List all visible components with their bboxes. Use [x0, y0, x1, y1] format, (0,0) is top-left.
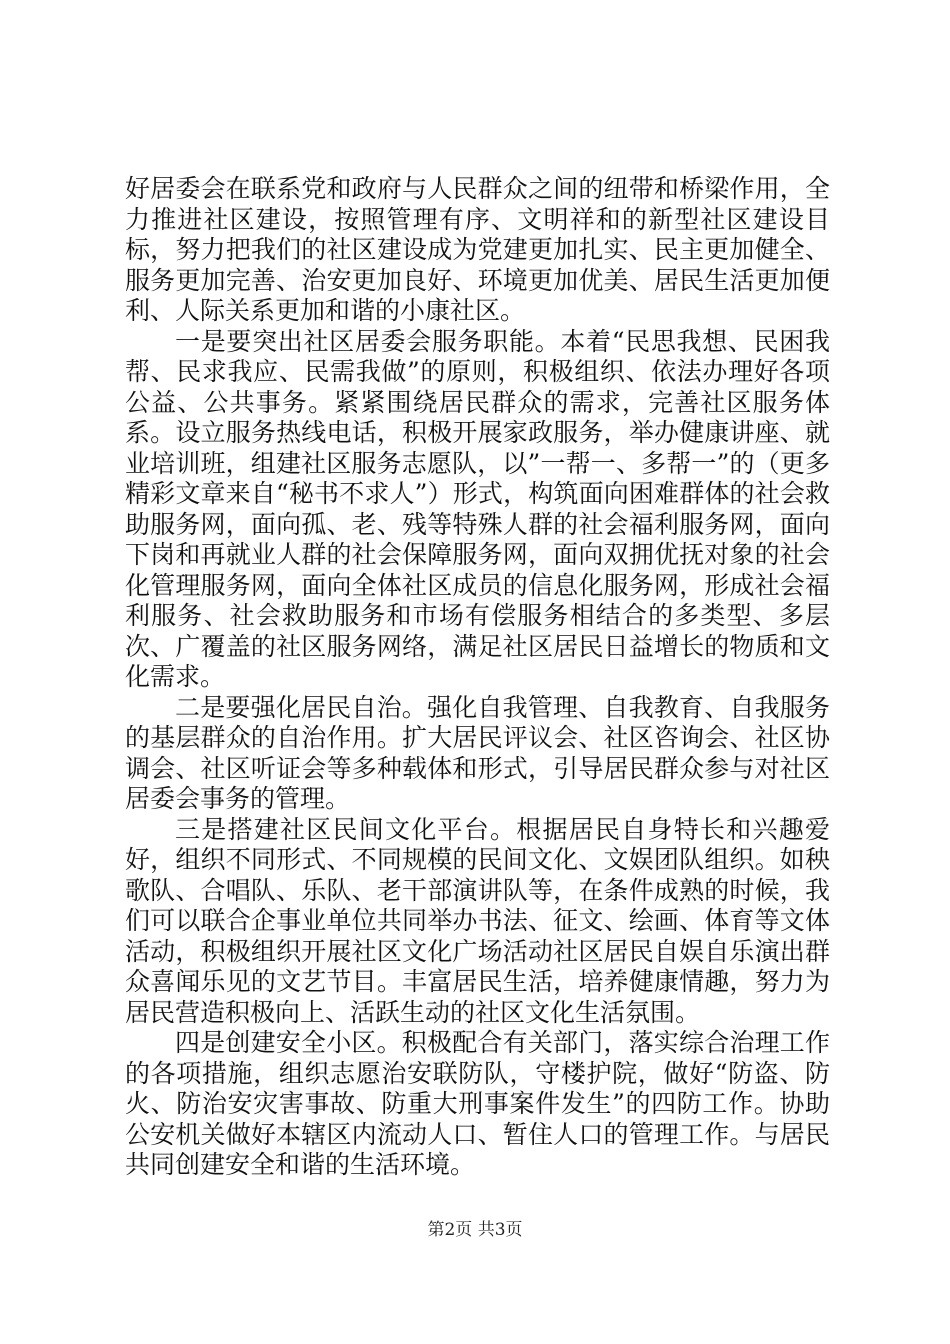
paragraph-safe-community: 四是创建安全小区。积极配合有关部门，落实综合治理工作的各项措施，组织志愿治安联防队，守楼护院，做好“防盗、防火、防治安灾害事故、防重大刑事案件发生”的四防工作。协助公安机关做好本辖区内流动人口、暂住人口的管理工作。与居民共同创建安全和谐的生活环境。: [125, 1028, 830, 1179]
paragraph-resident-autonomy: 二是要强化居民自治。强化自我管理、自我教育、自我服务的基层群众的自治作用。扩大居民评议会、社区咨询会、社区协调会、社区听证会等多种载体和形式，引导居民群众参与对社区居委会事务的管理。: [125, 692, 830, 813]
paragraph-service-function: 一是要突出社区居委会服务职能。本着“民思我想、民困我帮、民求我应、民需我做”的原则，积极组织、依法办理好各项公益、公共事务。紧紧围绕居民群众的需求，完善社区服务体系。设立服务热线电话，积极开展家政服务，举办健康讲座、就业培训班，组建社区服务志愿队，以”一帮一、多帮一”的（更多精彩文章来自“秘书不求人”）形式，构筑面向困难群体的社会救助服务网，面向孤、老、残等特殊人群的社会福利服务网，面向下岗和再就业人群的社会保障服务网，面向双拥优抚对象的社会化管理服务网，面向全体社区成员的信息化服务网，形成社会福利服务、社会救助服务和市场有偿服务相结合的多类型、多层次、广覆盖的社区服务网络，满足社区居民日益增长的物质和文化需求。: [125, 326, 830, 691]
document-body: [125, 174, 830, 1181]
page-number-footer: 第2页 共3页: [427, 1220, 523, 1240]
paragraph-continuation: 好居委会在联系党和政府与人民群众之间的纽带和桥梁作用，全力推进社区建设，按照管理有序、文明祥和的新型社区建设目标，努力把我们的社区建设成为党建更加扎实、民主更加健全、服务更加完善、治安更加良好、环境更加优美、居民生活更加便利、人际关系更加和谐的小康社区。: [125, 174, 830, 325]
paragraph-culture-platform: 三是搭建社区民间文化平台。根据居民自身特长和兴趣爱好，组织不同形式、不同规模的民间文化、文娱团队组织。如秧歌队、合唱队、乐队、老干部演讲队等，在条件成熟的时候，我们可以联合企事业单位共同举办书法、征文、绘画、体育等文体活动，积极组织开展社区文化广场活动社区居民自娱自乐演出群众喜闻乐见的文艺节目。丰富居民生活，培养健康情趣，努力为居民营造积极向上、活跃生动的社区文化生活氛围。: [125, 814, 830, 1027]
